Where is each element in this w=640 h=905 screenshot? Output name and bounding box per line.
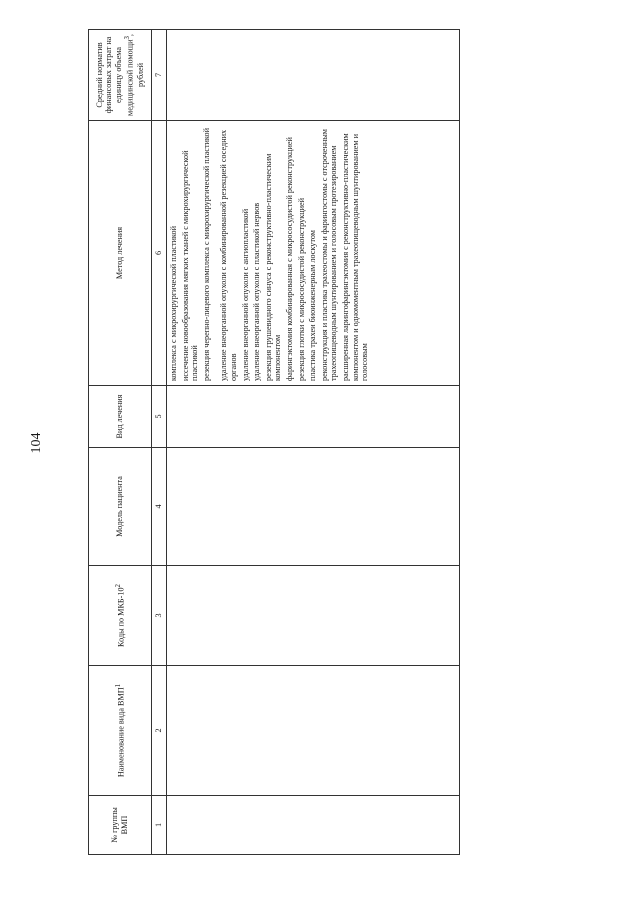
header-name: Наименование вида ВМП$^1$ — [89, 666, 152, 796]
cell-methods — [167, 121, 460, 386]
page-number: 104 — [29, 432, 44, 454]
method-item: иссечение новообразования мягких тканей с микрохирургической пластикой — [180, 150, 200, 381]
col-number: 7 — [152, 30, 167, 121]
vmp-table — [88, 29, 460, 855]
method-item: резекция черепно-лицевого комплекса с микрохирургической пластикой — [201, 128, 211, 381]
method-item: фарингэктомия комбинированная с микрососудистой реконструкцией — [284, 137, 294, 381]
col-number: 5 — [152, 386, 167, 448]
method-item: пластика трахеи биоинженерным лоскутом — [308, 230, 318, 381]
cell-kind — [167, 386, 460, 448]
header-group-no: № группы ВМП — [89, 796, 152, 855]
col-number: 6 — [152, 121, 167, 386]
col-number: 3 — [152, 566, 167, 666]
column-number-row — [152, 30, 167, 855]
cell-model — [167, 448, 460, 566]
header-cost: Средний норматив финансовых затрат на единицу объема медицинской помощи$^3$, рублей — [89, 30, 152, 121]
cell-group-no — [167, 796, 460, 855]
method-item: резекция грушевидного синуса с реконструктивно-пластическим компонентом — [263, 153, 283, 381]
col-number: 4 — [152, 448, 167, 566]
rotated-table-sheet — [88, 30, 508, 855]
cell-cost — [167, 30, 460, 121]
cell-name — [167, 666, 460, 796]
header-row — [89, 30, 152, 855]
col-number: 1 — [152, 796, 167, 855]
method-item: резекция глотки с микрососудистой реконструкцией — [296, 198, 306, 381]
method-item: реконструкция и пластика трахеостомы и фарингостомы с отсроченным трахеопищеводным шунтированием и голосовым протезированием — [319, 129, 339, 381]
header-mkb: Коды по МКБ-$10^2$ — [89, 566, 152, 666]
header-method: Метод лечения — [89, 121, 152, 386]
col-number: 2 — [152, 666, 167, 796]
method-item: расширенная ларингофарингэктомия с реконструктивно-пластическим компонентом и одномоментным трахеопищеводным шунтированием и голосовым — [340, 133, 370, 381]
cell-mkb — [167, 566, 460, 666]
method-item: удаление внеорганной опухоли с ангиопластикой — [240, 208, 250, 381]
table-row — [167, 30, 460, 855]
header-kind: Вид лечения — [89, 386, 152, 448]
method-item: комплекса с микрохирургической пластикой — [169, 226, 178, 381]
header-model: Модель пациента — [89, 448, 152, 566]
method-item: удаление внеорганной опухоли с комбинированной резекцией соседних органов — [219, 129, 238, 381]
method-item: удаление внеорганной опухоли с пластикой нервов — [252, 202, 262, 381]
